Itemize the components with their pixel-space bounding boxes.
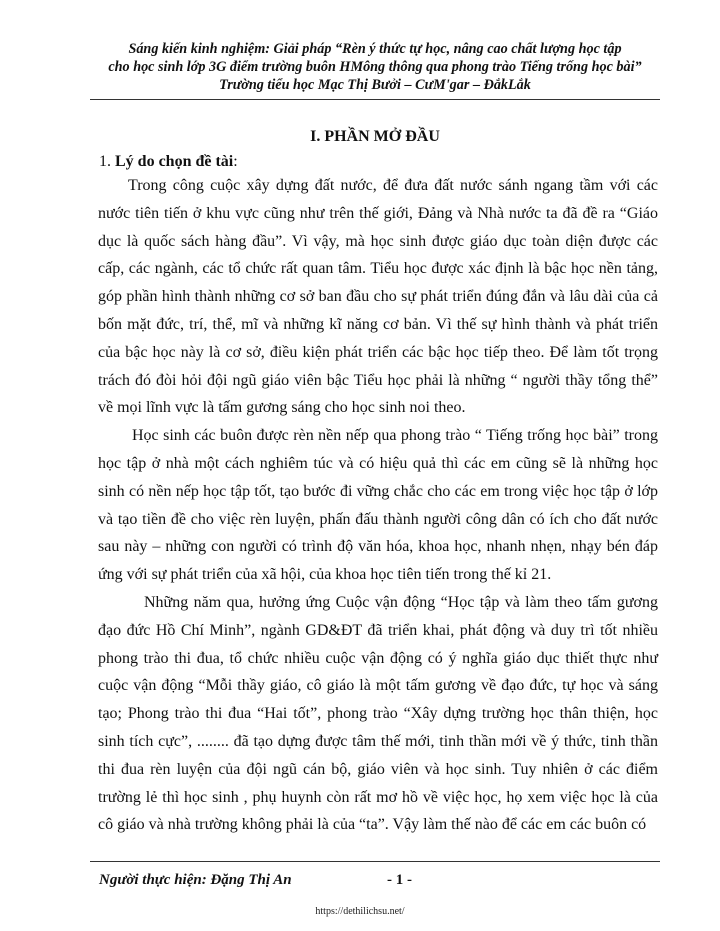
subsection-label: Lý do chọn đề tài xyxy=(115,153,234,170)
subsection-colon: : xyxy=(233,153,238,170)
footer-divider xyxy=(90,861,660,862)
footer-author: Người thực hiện: Đặng Thị An xyxy=(99,872,292,888)
page-number: - 1 - xyxy=(387,872,412,888)
subsection-number: 1. xyxy=(99,153,111,170)
subsection-heading xyxy=(99,152,238,172)
header-line-3: Trường tiểu học Mạc Thị Bưởi – CưM'gar – ĐắkLắk xyxy=(219,77,531,93)
page-footer xyxy=(99,871,659,889)
paragraph-3: Những năm qua, hưởng ứng Cuộc vận động “Học tập và làm theo tấm gương đạo đức Hồ Chí Minh”, ngành GD&ĐT đã triển khai, phát động và duy trì tốt nhiều phong trào thi đua, tổ chức nhiều cuộc vận động có ý nghĩa giáo dục thiết thực như cuộc vận động “Mỗi thầy giáo, cô giáo là một tấm gương về đạo đức, tự học và sáng tạo; Phong trào thi đua “Hai tốt”, phong trào “Xây dựng trường học thân thiện, học sinh tích cực”, ........ đã tạo dựng được tâm thế mới, tinh thần mới về ý thức, tinh thần thi đua rèn luyện của đội ngũ cán bộ, giáo viên và học sinh. Tuy nhiên ở các điểm trường lẻ thì học sinh , phụ huynh còn rất mơ hồ về việc học, họ xem việc học là của cô giáo và nhà trường không phải là của “ta”. Vậy làm thế nào để các em các buôn có xyxy=(98,593,658,834)
header-divider xyxy=(90,99,660,100)
paragraph-1: Trong công cuộc xây dựng đất nước, để đưa đất nước sánh ngang tầm với các nước tiên tiến ở khu vực cũng như trên thế giới, Đảng và Nhà nước ta đã đề ra “Giáo dục là quốc sách hàng đầu”. Vì vậy, mà học sinh được giáo dục toàn diện được các cấp, các ngành, các tổ chức rất quan tâm. Tiểu học được xác định là bậc học nền tảng, góp phần hình thành những cơ sở ban đầu cho sự phát triển đúng đắn và lâu dài của cả bốn mặt đức, trí, thể, mĩ và những kĩ năng cơ bản. Vì thế sự hình thành và phát triển của bậc học này là cơ sở, điều kiện phát triển các bậc học tiếp theo. Để làm tốt trọng trách đó đòi hỏi đội ngũ giáo viên bậc Tiểu học phải là những “ người thầy tổng thể” về mọi lĩnh vực là tấm gương sáng cho học sinh noi theo. xyxy=(98,177,658,417)
source-url: https://dethilichsu.net/ xyxy=(315,906,405,917)
body-text xyxy=(98,172,658,839)
section-title: I. PHẦN MỞ ĐẦU xyxy=(310,128,440,145)
document-header xyxy=(90,40,660,94)
paragraph-2: Học sinh các buôn được rèn nền nếp qua phong trào “ Tiếng trống học bài” trong học tập ở nhà một cách nghiêm túc và có hiệu quả thì các em cũng sẽ là những học sinh có nền nếp học tập tốt, tạo bước đi vững chắc cho các em trong việc học tập ở lớp và tạo tiền đề cho việc rèn luyện, phấn đấu thành người công dân có ích cho đất nước sau này – những con người có trình độ văn hóa, khoa học, nhanh nhẹn, nhạy bén đáp ứng với sự phát triển của xã hội, của khoa học tiên tiến trong thế kỉ 21. xyxy=(98,427,658,584)
header-line-2: cho học sinh lớp 3G điểm trường buôn HMông thông qua phong trào Tiếng trống học bài” xyxy=(108,59,642,75)
header-line-1: Sáng kiến kinh nghiệm: Giải pháp “Rèn ý thức tự học, nâng cao chất lượng học tập xyxy=(128,41,622,57)
